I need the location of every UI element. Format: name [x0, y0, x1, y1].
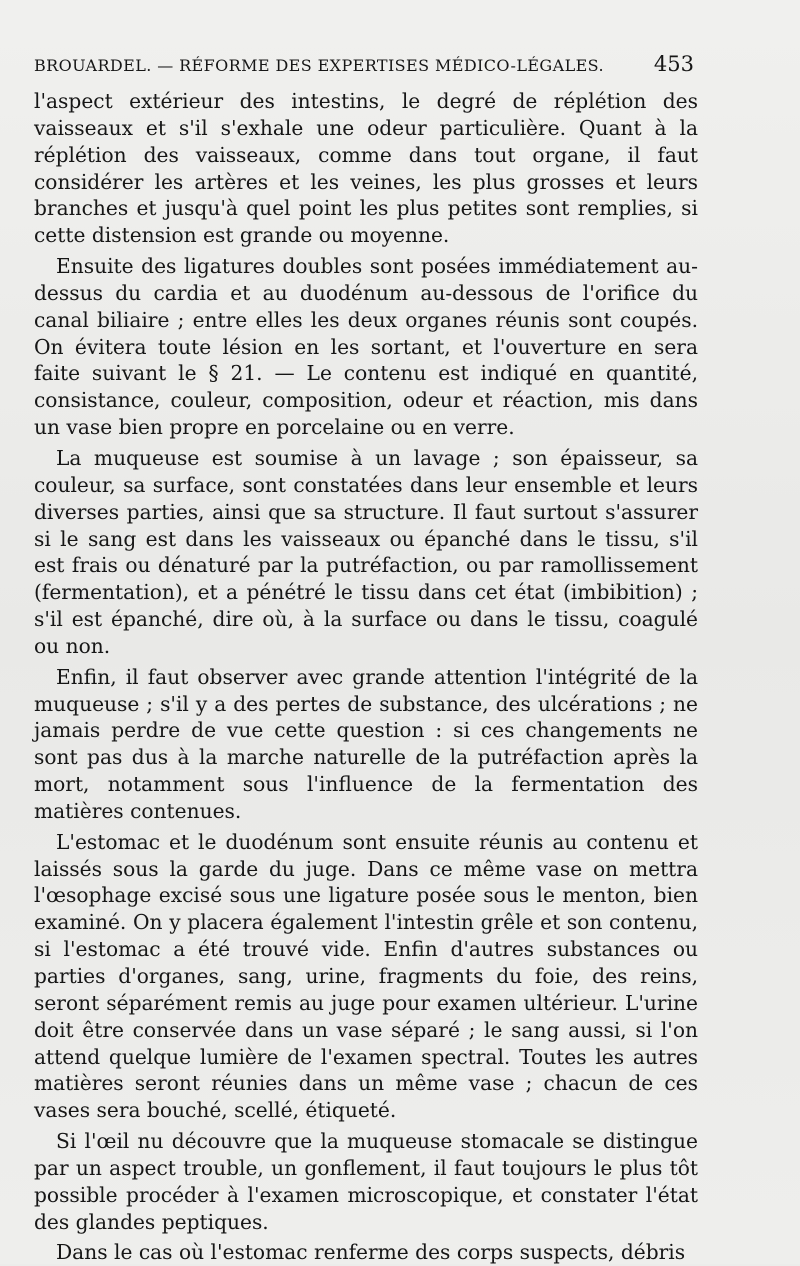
paragraph: Si l'œil nu découvre que la muqueuse stomacale se distingue par un aspect trouble, un gonflement, il faut toujours le plus tôt possible procéder à l'examen microscopique, et constater l'état des glandes peptiques.: [34, 1129, 698, 1234]
body-text: [34, 88, 698, 1266]
page-number: 453: [653, 52, 694, 76]
paragraph: La muqueuse est soumise à un lavage ; son épaisseur, sa couleur, sa surface, sont constatées dans leur ensemble et leurs diverses parties, ainsi que sa structure. Il faut surtout s'assurer si le sang est dans les vaisseaux ou épanché dans le tissu, s'il est frais ou dénaturé par la putréfaction, ou par ramollissement (fermentation), et a pénétré le tissu dans cet état (imbibition) ; s'il est épanché, dire où, à la surface ou dans le tissu, coagulé ou non.: [34, 445, 698, 658]
paragraph: Dans le cas où l'estomac renferme des corps suspects, débris: [56, 1240, 686, 1265]
running-header: [34, 52, 694, 76]
paragraph: l'aspect extérieur des intestins, le degré de réplétion des vaisseaux et s'il s'exhale une odeur particulière. Quant à la réplétion des vaisseaux, comme dans tout organe, il faut considérer les artères et les veines, les plus grosses et leurs branches et jusqu'à quel point les plus petites sont remplies, si cette distension est grande ou moyenne.: [34, 89, 698, 248]
paragraph: Enfin, il faut observer avec grande attention l'intégrité de la muqueuse ; s'il y a des pertes de substance, des ulcérations ; ne jamais perdre de vue cette question : si ces changements ne sont pas dus à la marche naturelle de la putréfaction après la mort, notamment sous l'influence de la fermentation des matières contenues.: [34, 664, 698, 823]
paragraph: L'estomac et le duodénum sont ensuite réunis au contenu et laissés sous la garde du juge. Dans ce même vase on mettra l'œsophage excisé sous une ligature posée sous le menton, bien examiné. On y placera également l'intestin grêle et son contenu, si l'estomac a été trouvé vide. Enfin d'autres substances ou parties d'organes, sang, urine, fragments du foie, des reins, seront séparément remis au juge pour examen ultérieur. L'urine doit être conservée dans un vase séparé ; le sang aussi, si l'on attend quelque lumière de l'examen spectral. Toutes les autres matières seront réunies dans un même vase ; chacun de ces vases sera bouché, scellé, étiqueté.: [34, 829, 698, 1123]
paragraph: Ensuite des ligatures doubles sont posées immédiatement au-dessus du cardia et au duodénum au-dessous de l'orifice du canal biliaire ; entre elles les deux organes réunis sont coupés. On évitera toute lésion en les sortant, et l'ouverture en sera faite suivant le § 21. — Le contenu est indiqué en quantité, consistance, couleur, composition, odeur et réaction, mis dans un vase bien propre en porcelaine ou en verre.: [34, 254, 698, 440]
running-title: BROUARDEL. — RÉFORME DES EXPERTISES MÉDICO-LÉGALES.: [34, 56, 604, 75]
